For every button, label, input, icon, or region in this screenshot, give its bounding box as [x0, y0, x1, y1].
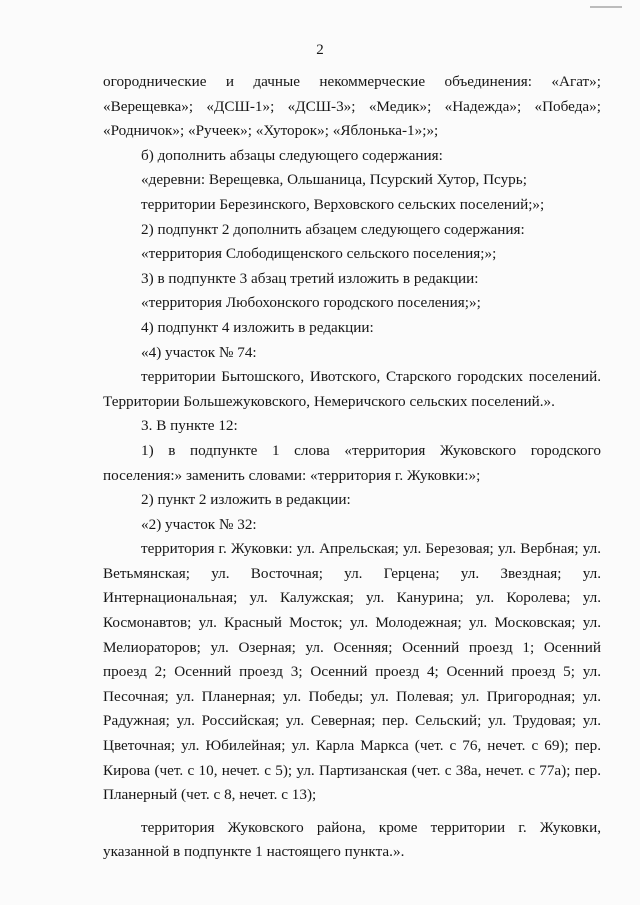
paragraph-slobodishchensky: «территория Слободищенского сельского поселения;»; — [141, 245, 497, 263]
paragraph-list-associations: огороднические и дачные некоммерческие объединения: «Агат»; «Верещевка»; «ДСШ-1»; «ДСШ-3»; «Медик»; «Надежда»; «Победа»; «Родничок»; «Ручеек»; «Хуторок»; «Яблонька-1»;»; — [103, 73, 601, 140]
paragraph-zhukovka-streets: территория г. Жуковки: ул. Апрельская; ул. Березовая; ул. Вербная; ул. Ветьмянская; ул. Восточная; ул. Герцена; ул. Звездная; ул. Интернациональная; ул. Калужская; ул. Канурина; ул. Королева; ул. Космонавтов; ул. Красный Мосток; ул. Молодежная; ул. Московская; ул. Мелиораторов; ул. Озерная; ул. Осенняя; Осенний проезд 1; Осенний проезд 2; Осенний проезд 3; Осенний проезд 4; Осенний проезд 5; ул. Песочная; ул. Планерная; ул. Победы; ул. Полевая; ул. Пригородная; ул. Радужная; ул. Российская; ул. Северная; пер. Сельский; ул. Трудовая; ул. Цветочная; ул. Юбилейная; ул. Карла Маркса (чет. с 76, нечет. с 69); пер. Кирова (чет. с 10, нечет. с 5); ул. Партизанская (чет. с 38а, нечет. с 77а); пер. Планерный (чет. с 8, нечет. с 13); — [103, 540, 601, 804]
paragraph-sub-b: б) дополнить абзацы следующего содержания: — [141, 146, 443, 164]
paragraph-zhukovsky-district: территория Жуковского района, кроме территории г. Жуковки, указанной в подпункте 1 настоящего пункта.». — [103, 818, 601, 861]
scan-artifact — [590, 6, 622, 8]
paragraph-plot-74-territories: территории Бытошского, Ивотского, Старского городских поселений. Территории Большежуковского, Немеричского сельских поселений.». — [103, 368, 601, 410]
document-body — [103, 70, 601, 865]
paragraph-plot-74: «4) участок № 74: — [141, 343, 257, 361]
paragraph-territories-rural: территории Березинского, Верховского сельских поселений;»; — [141, 195, 545, 213]
paragraph-villages: «деревни: Верещевка, Ольшаница, Псурский Хутор, Псурь; — [141, 171, 527, 189]
paragraph-plot-32: «2) участок № 32: — [141, 515, 257, 533]
paragraph-item-3: 3. В пункте 12: — [141, 417, 238, 435]
paragraph-sub-3: 3) в подпункте 3 абзац третий изложить в редакции: — [141, 269, 479, 287]
paragraph-item-3-sub-1: 1) в подпункте 1 слова «территория Жуковского городского поселения:» заменить словами: «территория г. Жуковки:»; — [103, 441, 601, 484]
paragraph-sub-4: 4) подпункт 4 изложить в редакции: — [141, 318, 374, 336]
paragraph-lyubokhonsky: «территория Любохонского городского поселения;»; — [141, 294, 481, 312]
paragraph-item-3-sub-2: 2) пункт 2 изложить в редакции: — [141, 491, 351, 509]
paragraph-sub-2: 2) подпункт 2 дополнить абзацем следующего содержания: — [141, 220, 525, 238]
page-number: 2 — [316, 42, 324, 58]
